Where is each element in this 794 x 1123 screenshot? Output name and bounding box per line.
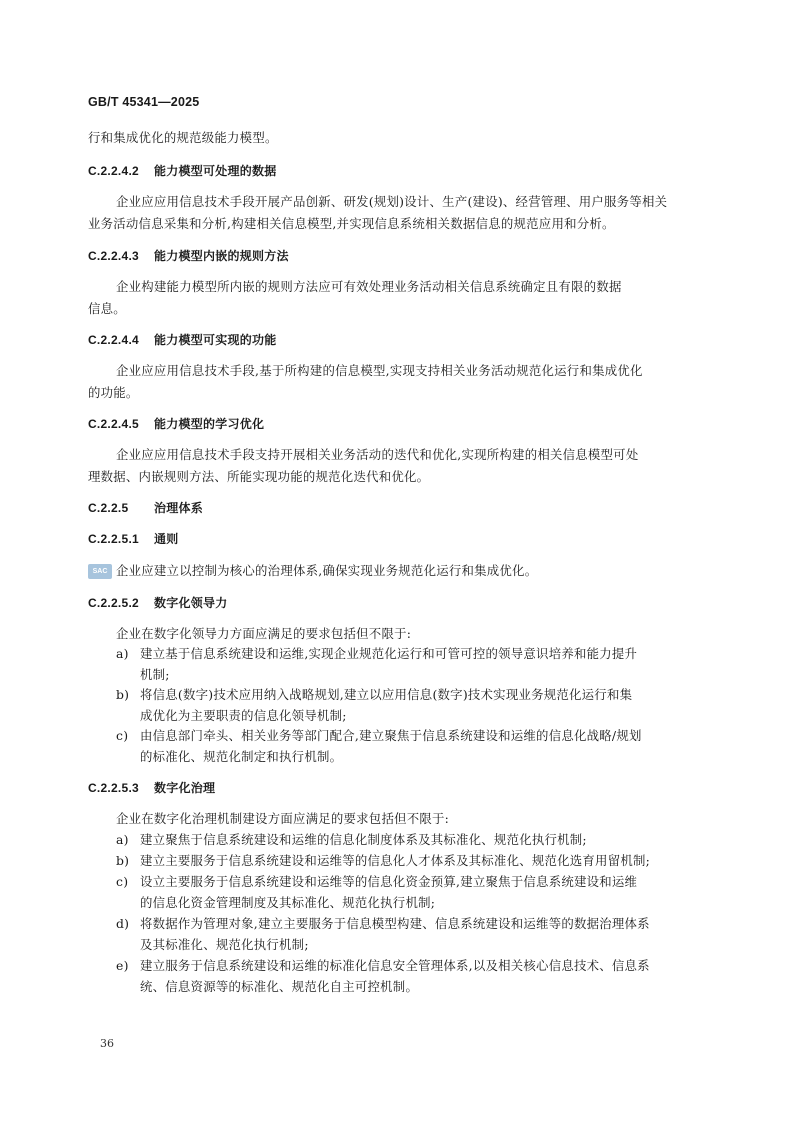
section-title: 通则 [154, 532, 179, 546]
section-heading [88, 531, 700, 547]
section-number: C.2.2.5.2 [88, 596, 139, 610]
list-marker: c) [116, 728, 129, 743]
paragraph-line: 企业应应用信息技术手段开展产品创新、研发(规划)设计、生产(建设)、经营管理、用户服务等相关 [116, 194, 668, 209]
section-title: 能力模型可实现的功能 [154, 333, 277, 347]
section-title: 能力模型内嵌的规则方法 [154, 249, 289, 263]
section-heading [88, 595, 700, 611]
section-number: C.2.2.5 [88, 501, 129, 515]
list-item [116, 853, 700, 869]
list-item-text: 建立基于信息系统建设和运维,实现企业规范化运行和可管可控的领导意识培养和能力提升 [140, 646, 638, 661]
section-number: C.2.2.4.5 [88, 417, 139, 431]
page-number: 36 [100, 1037, 114, 1050]
section-number: C.2.2.4.2 [88, 164, 139, 178]
section-heading [88, 500, 700, 516]
list-item-continuation: 的信息化资金管理制度及其标准化、规范化执行机制; [140, 895, 436, 910]
paragraph-line: 企业应应用信息技术手段,基于所构建的信息模型,实现支持相关业务活动规范化运行和集成优化 [116, 363, 643, 378]
list-marker: a) [116, 832, 129, 847]
section-heading [88, 416, 700, 432]
paragraph-line: 行和集成优化的规范级能力模型。 [88, 130, 278, 145]
section-number: C.2.2.5.1 [88, 532, 139, 546]
list-marker: d) [116, 916, 130, 931]
list-marker: b) [116, 687, 130, 702]
list-item [116, 728, 700, 744]
section-title: 数字化治理 [154, 781, 216, 795]
list-item [116, 958, 700, 974]
section-number: C.2.2.4.4 [88, 333, 139, 347]
paragraph-line: 企业在数字化治理机制建设方面应满足的要求包括但不限于: [116, 811, 450, 826]
sac-watermark: SAC [88, 564, 112, 579]
section-number: C.2.2.5.3 [88, 781, 139, 795]
paragraph-line: 企业在数字化领导力方面应满足的要求包括但不限于: [116, 626, 412, 641]
list-item-text: 由信息部门牵头、相关业务等部门配合,建立聚焦于信息系统建设和运维的信息化战略/规划 [140, 728, 642, 743]
list-item-continuation: 的标准化、规范化制定和执行机制。 [140, 749, 343, 764]
section-number: C.2.2.4.3 [88, 249, 139, 263]
paragraph-line: 企业构建能力模型所内嵌的规则方法应可有效处理业务活动相关信息系统确定且有限的数据 [116, 279, 622, 294]
list-marker: c) [116, 874, 129, 889]
paragraph-line: 信息。 [88, 301, 126, 316]
list-item [116, 832, 700, 848]
standard-number: GB/T 45341—2025 [88, 95, 200, 109]
section-heading [88, 248, 700, 264]
section-title: 能力模型可处理的数据 [154, 164, 277, 178]
list-marker: b) [116, 853, 130, 868]
list-item-continuation: 机制; [140, 667, 170, 682]
list-item [116, 687, 700, 703]
list-item [116, 646, 700, 662]
list-item-continuation: 成优化为主要职责的信息化领导机制; [140, 708, 347, 723]
section-heading [88, 163, 700, 179]
list-item-text: 将信息(数字)技术应用纳入战略规划,建立以应用信息(数字)技术实现业务规范化运行和集 [140, 687, 633, 702]
list-item-continuation: 统、信息资源等的标准化、规范化自主可控机制。 [140, 979, 419, 994]
section-heading [88, 780, 700, 796]
paragraph-line: 理数据、内嵌规则方法、所能实现功能的规范化迭代和优化。 [88, 469, 430, 484]
list-item-text: 设立主要服务于信息系统建设和运维等的信息化资金预算,建立聚焦于信息系统建设和运维 [140, 874, 638, 889]
paragraph-line: 企业应建立以控制为核心的治理体系,确保实现业务规范化运行和集成优化。 [116, 563, 538, 578]
list-marker: e) [116, 958, 129, 973]
paragraph-line: 的功能。 [88, 385, 139, 400]
list-marker: a) [116, 646, 129, 661]
list-item-text: 建立聚焦于信息系统建设和运维的信息化制度体系及其标准化、规范化执行机制; [140, 832, 587, 847]
section-title: 能力模型的学习优化 [154, 417, 265, 431]
list-item [116, 874, 700, 890]
list-item-text: 建立主要服务于信息系统建设和运维等的信息化人才体系及其标准化、规范化选育用留机制; [140, 853, 651, 868]
list-item [116, 916, 700, 932]
list-item-continuation: 及其标准化、规范化执行机制; [140, 937, 309, 952]
list-item-text: 将数据作为管理对象,建立主要服务于信息模型构建、信息系统建设和运维等的数据治理体系 [140, 916, 650, 931]
section-heading [88, 332, 700, 348]
section-title: 数字化领导力 [154, 596, 228, 610]
section-title: 治理体系 [154, 501, 204, 515]
paragraph-line: 企业应应用信息技术手段支持开展相关业务活动的迭代和优化,实现所构建的相关信息模型可处 [116, 447, 639, 462]
list-item-text: 建立服务于信息系统建设和运维的标准化信息安全管理体系,以及相关核心信息技术、信息系 [140, 958, 650, 973]
paragraph-line: 业务活动信息采集和分析,构建相关信息模型,并实现信息系统相关数据信息的规范应用和分析。 [88, 216, 615, 231]
